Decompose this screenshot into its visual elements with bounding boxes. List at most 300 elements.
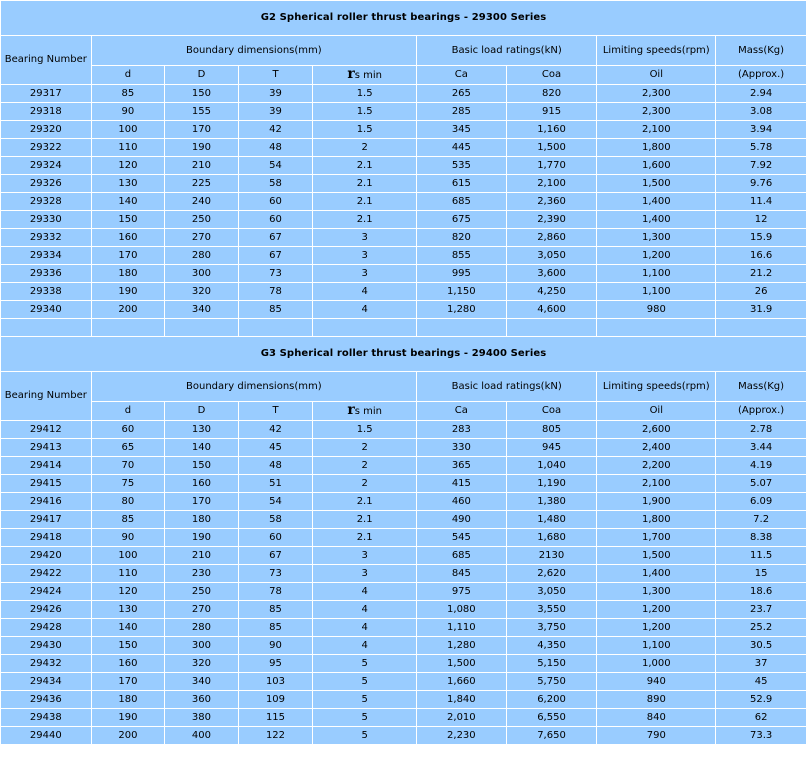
table-cell: 2 (313, 475, 416, 492)
table-cell: 29424 (1, 583, 91, 600)
table-cell: 130 (92, 175, 165, 192)
table-cell: 230 (165, 565, 238, 582)
table-cell: 1,840 (417, 691, 506, 708)
table-cell: 4,250 (507, 283, 597, 300)
header-bearing-number: Bearing Number (1, 372, 91, 420)
table-cell: 29414 (1, 457, 91, 474)
header-limiting-speeds: Limiting speeds(rpm) (597, 372, 715, 401)
table-cell: 29326 (1, 175, 91, 192)
table-cell: 190 (165, 139, 238, 156)
table-cell: 6,200 (507, 691, 597, 708)
table-cell: 1,100 (597, 265, 715, 282)
table-cell: 300 (165, 265, 238, 282)
table-cell: 65 (92, 439, 165, 456)
table-row (1, 121, 806, 138)
table-cell: 100 (92, 547, 165, 564)
table-cell: 210 (165, 547, 238, 564)
table-cell: 4 (313, 601, 416, 618)
table-cell: 29322 (1, 139, 91, 156)
table-cell: 2,400 (597, 439, 715, 456)
table-row (1, 655, 806, 672)
table-cell: 940 (597, 673, 715, 690)
table-cell: 2.1 (313, 211, 416, 228)
table-cell: 29324 (1, 157, 91, 174)
table-cell: 9.76 (716, 175, 806, 192)
table-cell: 180 (92, 691, 165, 708)
table-cell: 330 (417, 439, 506, 456)
table-cell: 130 (165, 421, 238, 438)
table-row (1, 619, 806, 636)
header-approx: (Approx.) (716, 402, 806, 420)
table-cell: 120 (92, 157, 165, 174)
table-cell: 2,300 (597, 103, 715, 120)
table-cell: 130 (92, 601, 165, 618)
table-cell: 3,050 (507, 247, 597, 264)
blank-cell (165, 319, 238, 336)
table-cell: 140 (92, 193, 165, 210)
table-row (1, 637, 806, 654)
table-cell: 110 (92, 565, 165, 582)
table-cell: 2 (313, 139, 416, 156)
table-cell: 380 (165, 709, 238, 726)
table-cell: 1,280 (417, 301, 506, 318)
table-cell: 1,190 (507, 475, 597, 492)
table-cell: 180 (165, 511, 238, 528)
table-cell: 48 (239, 139, 313, 156)
table-cell: 1,200 (597, 247, 715, 264)
table-cell: 45 (239, 439, 313, 456)
table-cell: 685 (417, 547, 506, 564)
table-cell: 150 (165, 85, 238, 102)
table-cell: 365 (417, 457, 506, 474)
table-cell: 29417 (1, 511, 91, 528)
table-cell: 1,600 (597, 157, 715, 174)
table-cell: 120 (92, 583, 165, 600)
table-cell: 2.1 (313, 511, 416, 528)
rs-symbol: r (347, 402, 355, 418)
table-cell: 85 (239, 601, 313, 618)
table-cell: 29420 (1, 547, 91, 564)
table-cell: 90 (239, 637, 313, 654)
table-cell: 225 (165, 175, 238, 192)
table-row (1, 547, 806, 564)
table-cell: 1,080 (417, 601, 506, 618)
table-cell: 280 (165, 619, 238, 636)
table-cell: 26 (716, 283, 806, 300)
table-cell: 170 (92, 247, 165, 264)
table-cell: 1,110 (417, 619, 506, 636)
table-row (1, 229, 806, 246)
table-cell: 845 (417, 565, 506, 582)
header-T: T (239, 66, 313, 84)
table-cell: 31.9 (716, 301, 806, 318)
table-row (1, 247, 806, 264)
table-cell: 73.3 (716, 727, 806, 744)
table-cell: 29320 (1, 121, 91, 138)
table-cell: 42 (239, 421, 313, 438)
table-cell: 1,200 (597, 601, 715, 618)
table-cell: 80 (92, 493, 165, 510)
table-cell: 460 (417, 493, 506, 510)
table-cell: 29318 (1, 103, 91, 120)
table-cell: 980 (597, 301, 715, 318)
table-cell: 15 (716, 565, 806, 582)
table-cell: 23.7 (716, 601, 806, 618)
table-cell: 60 (239, 529, 313, 546)
table-cell: 5 (313, 691, 416, 708)
table-cell: 840 (597, 709, 715, 726)
table-cell: 415 (417, 475, 506, 492)
table-cell: 250 (165, 583, 238, 600)
table-cell: 11.4 (716, 193, 806, 210)
table-cell: 1,800 (597, 139, 715, 156)
table-cell: 2,010 (417, 709, 506, 726)
table-cell: 170 (92, 673, 165, 690)
table-row (1, 493, 806, 510)
table-cell: 45 (716, 673, 806, 690)
table-cell: 150 (92, 637, 165, 654)
table-cell: 4,350 (507, 637, 597, 654)
table-row (1, 511, 806, 528)
header-basic-load-ratings: Basic load ratings(kN) (417, 36, 596, 65)
table-cell: 29317 (1, 85, 91, 102)
table-cell: 535 (417, 157, 506, 174)
table-cell: 29334 (1, 247, 91, 264)
table-cell: 1,000 (597, 655, 715, 672)
table-cell: 150 (165, 457, 238, 474)
table-cell: 280 (165, 247, 238, 264)
table-cell: 60 (239, 193, 313, 210)
table-cell: 820 (417, 229, 506, 246)
table-cell: 490 (417, 511, 506, 528)
header-mass: Mass(Kg) (716, 36, 806, 65)
table-row (1, 103, 806, 120)
table-cell: 2,390 (507, 211, 597, 228)
table-cell: 90 (92, 529, 165, 546)
table-cell: 11.5 (716, 547, 806, 564)
table-cell: 2,860 (507, 229, 597, 246)
table-cell: 78 (239, 283, 313, 300)
header-ca: Ca (417, 66, 506, 84)
table-cell: 855 (417, 247, 506, 264)
table-cell: 3 (313, 247, 416, 264)
header-d: d (92, 402, 165, 420)
table-cell: 2 (313, 457, 416, 474)
header-oil: Oil (597, 402, 715, 420)
table-cell: 5 (313, 673, 416, 690)
blank-cell (1, 319, 91, 336)
header-basic-load-ratings: Basic load ratings(kN) (417, 372, 596, 401)
table-cell: 200 (92, 727, 165, 744)
table-row (1, 673, 806, 690)
table-row (1, 709, 806, 726)
table-cell: 16.6 (716, 247, 806, 264)
table-cell: 675 (417, 211, 506, 228)
table-cell: 109 (239, 691, 313, 708)
table-row (1, 475, 806, 492)
table-cell: 29426 (1, 601, 91, 618)
table-cell: 4 (313, 583, 416, 600)
table-cell: 29336 (1, 265, 91, 282)
header-approx: (Approx.) (716, 66, 806, 84)
blank-cell (92, 319, 165, 336)
table-cell: 7.2 (716, 511, 806, 528)
table-cell: 67 (239, 547, 313, 564)
section-title-row (1, 337, 806, 371)
table-row (1, 301, 806, 318)
header-boundary-dimensions: Boundary dimensions(mm) (92, 36, 416, 65)
table-cell: 1,770 (507, 157, 597, 174)
table-cell: 73 (239, 565, 313, 582)
table-cell: 1,400 (597, 565, 715, 582)
table-cell: 155 (165, 103, 238, 120)
header-row-sub (1, 66, 806, 84)
table-cell: 95 (239, 655, 313, 672)
table-cell: 58 (239, 511, 313, 528)
table-cell: 2 (313, 439, 416, 456)
header-row-top (1, 36, 806, 65)
table-cell: 140 (165, 439, 238, 456)
table-cell: 685 (417, 193, 506, 210)
table-cell: 945 (507, 439, 597, 456)
table-cell: 1,660 (417, 673, 506, 690)
table-cell: 29332 (1, 229, 91, 246)
table-cell: 340 (165, 673, 238, 690)
table-cell: 3,550 (507, 601, 597, 618)
table-row (1, 439, 806, 456)
table-cell: 5 (313, 709, 416, 726)
section-title: G3 Spherical roller thrust bearings - 29400 Series (1, 337, 806, 371)
table-cell: 15.9 (716, 229, 806, 246)
header-coa: Coa (507, 402, 597, 420)
table-row (1, 283, 806, 300)
table-row (1, 421, 806, 438)
table-cell: 90 (92, 103, 165, 120)
table-cell: 39 (239, 103, 313, 120)
table-cell: 6,550 (507, 709, 597, 726)
table-cell: 250 (165, 211, 238, 228)
table-cell: 29422 (1, 565, 91, 582)
table-cell: 54 (239, 493, 313, 510)
table-cell: 320 (165, 283, 238, 300)
table-cell: 340 (165, 301, 238, 318)
table-cell: 2.1 (313, 493, 416, 510)
table-cell: 2.1 (313, 175, 416, 192)
table-cell: 2,230 (417, 727, 506, 744)
table-cell: 5 (313, 727, 416, 744)
table-cell: 150 (92, 211, 165, 228)
table-row (1, 85, 806, 102)
table-cell: 29436 (1, 691, 91, 708)
table-cell: 58 (239, 175, 313, 192)
table-cell: 1,700 (597, 529, 715, 546)
table-cell: 2,300 (597, 85, 715, 102)
table-cell: 1,480 (507, 511, 597, 528)
table-cell: 29440 (1, 727, 91, 744)
table-cell: 2,100 (597, 121, 715, 138)
table-cell: 270 (165, 229, 238, 246)
table-cell: 70 (92, 457, 165, 474)
table-cell: 4 (313, 283, 416, 300)
rs-symbol: r (347, 66, 355, 82)
table-cell: 7,650 (507, 727, 597, 744)
table-cell: 400 (165, 727, 238, 744)
table-row (1, 727, 806, 744)
table-cell: 29434 (1, 673, 91, 690)
table-cell: 115 (239, 709, 313, 726)
header-mass: Mass(Kg) (716, 372, 806, 401)
table-cell: 25.2 (716, 619, 806, 636)
table-cell: 29416 (1, 493, 91, 510)
table-cell: 4 (313, 301, 416, 318)
blank-cell (507, 319, 597, 336)
table-cell: 3.94 (716, 121, 806, 138)
table-cell: 100 (92, 121, 165, 138)
table-cell: 1,280 (417, 637, 506, 654)
blank-row (1, 319, 806, 336)
table-cell: 42 (239, 121, 313, 138)
blank-cell (313, 319, 416, 336)
table-cell: 2.78 (716, 421, 806, 438)
table-cell: 345 (417, 121, 506, 138)
table-cell: 2,360 (507, 193, 597, 210)
table-cell: 29338 (1, 283, 91, 300)
table-cell: 1,150 (417, 283, 506, 300)
table-cell: 75 (92, 475, 165, 492)
table-cell: 1,040 (507, 457, 597, 474)
table-cell: 1,500 (597, 175, 715, 192)
table-cell: 67 (239, 247, 313, 264)
table-cell: 820 (507, 85, 597, 102)
table-cell: 29328 (1, 193, 91, 210)
table-cell: 2,600 (597, 421, 715, 438)
blank-cell (597, 319, 715, 336)
table-cell: 3.08 (716, 103, 806, 120)
table-cell: 615 (417, 175, 506, 192)
table-cell: 2,100 (507, 175, 597, 192)
blank-cell (417, 319, 506, 336)
table-cell: 2.1 (313, 193, 416, 210)
header-D: D (165, 402, 238, 420)
table-cell: 1,900 (597, 493, 715, 510)
table-cell: 995 (417, 265, 506, 282)
header-rs-min (313, 402, 416, 420)
table-cell: 85 (239, 301, 313, 318)
table-cell: 52.9 (716, 691, 806, 708)
table-cell: 29412 (1, 421, 91, 438)
rs-suffix: s min (354, 70, 382, 81)
table-cell: 7.92 (716, 157, 806, 174)
table-cell: 5 (313, 655, 416, 672)
table-cell: 360 (165, 691, 238, 708)
table-cell: 29438 (1, 709, 91, 726)
table-cell: 4,600 (507, 301, 597, 318)
header-d: d (92, 66, 165, 84)
table-row (1, 601, 806, 618)
table-cell: 8.38 (716, 529, 806, 546)
table-cell: 265 (417, 85, 506, 102)
table-cell: 1,300 (597, 583, 715, 600)
table-cell: 67 (239, 229, 313, 246)
table-cell: 29340 (1, 301, 91, 318)
header-row-top (1, 372, 806, 401)
table-cell: 2.1 (313, 157, 416, 174)
table-cell: 5,150 (507, 655, 597, 672)
table-cell: 62 (716, 709, 806, 726)
table-cell: 54 (239, 157, 313, 174)
table-cell: 60 (239, 211, 313, 228)
table-row (1, 565, 806, 582)
header-rs-min (313, 66, 416, 84)
rs-suffix: s min (354, 406, 382, 417)
table-cell: 2,620 (507, 565, 597, 582)
table-cell: 2130 (507, 547, 597, 564)
table-cell: 73 (239, 265, 313, 282)
table-row (1, 211, 806, 228)
header-oil: Oil (597, 66, 715, 84)
table-cell: 78 (239, 583, 313, 600)
table-cell: 1,200 (597, 619, 715, 636)
table-cell: 320 (165, 655, 238, 672)
table-cell: 48 (239, 457, 313, 474)
table-cell: 12 (716, 211, 806, 228)
table-cell: 30.5 (716, 637, 806, 654)
table-row (1, 691, 806, 708)
table-cell: 1.5 (313, 421, 416, 438)
table-cell: 5.07 (716, 475, 806, 492)
table-cell: 29330 (1, 211, 91, 228)
table-cell: 200 (92, 301, 165, 318)
table-cell: 190 (92, 709, 165, 726)
table-row (1, 265, 806, 282)
table-cell: 285 (417, 103, 506, 120)
table-cell: 3 (313, 547, 416, 564)
table-cell: 283 (417, 421, 506, 438)
header-T: T (239, 402, 313, 420)
table-cell: 805 (507, 421, 597, 438)
table-cell: 85 (239, 619, 313, 636)
table-cell: 103 (239, 673, 313, 690)
table-cell: 3.44 (716, 439, 806, 456)
table-cell: 1,400 (597, 193, 715, 210)
table-cell: 29430 (1, 637, 91, 654)
table-cell: 29428 (1, 619, 91, 636)
table-cell: 4 (313, 637, 416, 654)
table-row (1, 529, 806, 546)
table-cell: 1.5 (313, 121, 416, 138)
table-cell: 3 (313, 565, 416, 582)
table-cell: 1,380 (507, 493, 597, 510)
table-cell: 240 (165, 193, 238, 210)
table-cell: 160 (92, 229, 165, 246)
blank-cell (239, 319, 313, 336)
table-cell: 29415 (1, 475, 91, 492)
table-cell: 1,500 (507, 139, 597, 156)
table-row (1, 457, 806, 474)
table-cell: 39 (239, 85, 313, 102)
table-cell: 85 (92, 85, 165, 102)
table-cell: 1,100 (597, 283, 715, 300)
header-row-sub (1, 402, 806, 420)
table-cell: 915 (507, 103, 597, 120)
table-row (1, 193, 806, 210)
table-cell: 190 (92, 283, 165, 300)
table-cell: 3,750 (507, 619, 597, 636)
table-cell: 85 (92, 511, 165, 528)
header-boundary-dimensions: Boundary dimensions(mm) (92, 372, 416, 401)
table-cell: 21.2 (716, 265, 806, 282)
table-cell: 1,100 (597, 637, 715, 654)
